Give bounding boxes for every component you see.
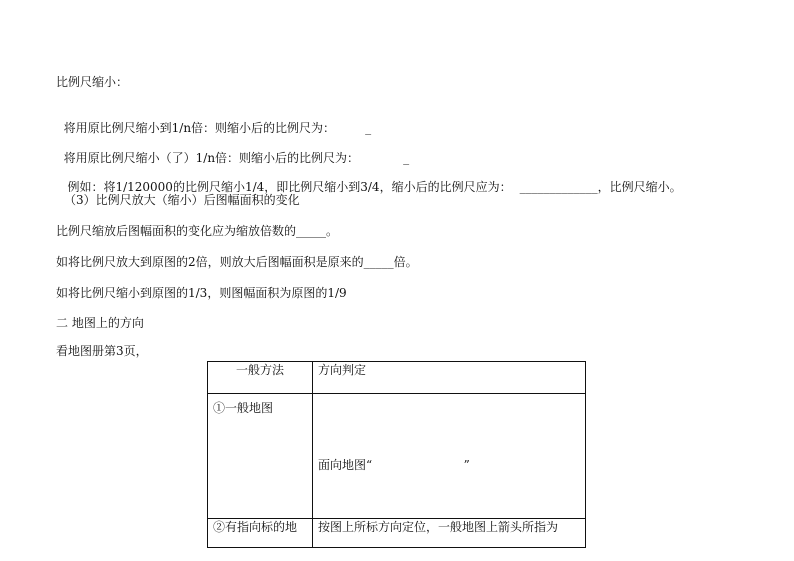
table-cell: ①一般地图 <box>208 394 313 519</box>
text-line-2-content: 将用原比例尺缩小到1/n倍：则缩小后的比例尺为： <box>63 121 336 135</box>
text-line-3 <box>56 134 409 166</box>
text-line-2 <box>56 104 371 136</box>
text-line-10: 看地图册第3页， <box>56 344 148 358</box>
table-header-row <box>208 362 586 394</box>
example-ending: ，比例尺缩小。 <box>597 180 682 194</box>
example-text: 例如：将1/120000的比例尺缩小1/4，即比例尺缩小到3/4，缩小后的比例尺应为： <box>63 180 512 194</box>
table-header-cell: 一般方法 <box>208 362 313 394</box>
section-heading-3: （3）比例尺放大（缩小）后图幅面积的变化 <box>64 193 300 207</box>
fill-blank: _ <box>403 151 410 165</box>
table-header-cell: 方向判定 <box>313 362 586 394</box>
fill-blank: _ <box>365 121 372 135</box>
text-line-1: 比例尺缩小： <box>56 75 129 89</box>
text-line-3-content: 将用原比例尺缩小（了）1/n倍：则缩小后的比例尺为： <box>63 151 360 165</box>
table-cell: 按图上所标方向定位，一般地图上箭头所指为 <box>313 519 586 548</box>
text-line-8: 如将比例尺缩小到原图的1/3，则图幅面积为原图的1/9 <box>56 286 347 300</box>
table-cell <box>313 394 586 519</box>
direction-table <box>207 361 586 548</box>
fill-blank: _____________ <box>519 180 598 194</box>
table-cell: ②有指向标的地 <box>208 519 313 548</box>
table-row <box>208 394 586 519</box>
table-row <box>208 519 586 548</box>
text-line-7: 如将比例尺放大到原图的2倍，则放大后图幅面积是原来的_____倍。 <box>56 255 418 269</box>
table-cell-text: 面向地图“ ” <box>318 458 470 472</box>
example-line <box>56 163 682 195</box>
section-heading-2: 二 地图上的方向 <box>56 316 144 330</box>
text-line-6: 比例尺缩放后图幅面积的变化应为缩放倍数的_____。 <box>56 224 339 238</box>
